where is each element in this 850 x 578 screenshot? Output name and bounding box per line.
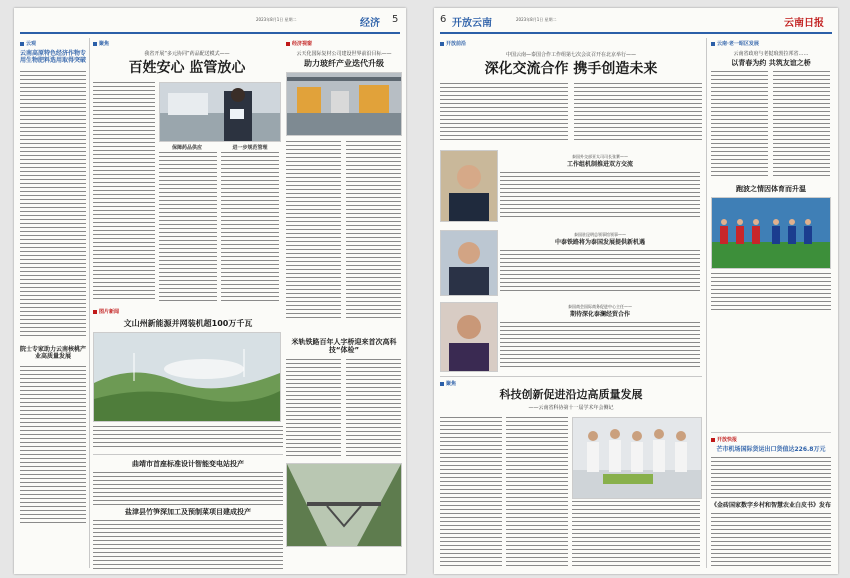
kicker-marker-icon <box>711 438 715 442</box>
news-column-2 <box>93 40 281 302</box>
news-column-3b <box>286 338 402 547</box>
interview-headline[interactable]: 工作组机制推进双方交流 <box>566 161 633 168</box>
article-body <box>346 359 401 459</box>
page-number: 5 <box>392 14 399 25</box>
article-body <box>506 417 568 567</box>
section-divider <box>93 454 283 455</box>
portrait-photo <box>440 230 498 296</box>
article-body <box>711 513 831 567</box>
kicker-marker-icon <box>20 42 24 46</box>
side-column <box>711 40 831 313</box>
bridge-photo <box>286 463 402 547</box>
kicker: 聚焦 <box>99 41 110 47</box>
article-deck: 我省开展“多元协同”药品配送模式—— <box>144 51 230 57</box>
section-name: 经济 <box>360 18 380 29</box>
football-team-photo <box>711 197 831 269</box>
kicker: 云观 <box>26 41 37 47</box>
article-headline[interactable]: 跑波之情因体育而升温 <box>736 185 806 194</box>
kicker-marker-icon <box>711 42 715 46</box>
feature-story <box>440 380 702 567</box>
article-body <box>440 83 568 143</box>
article-body <box>286 141 341 321</box>
lab-photo <box>572 417 702 499</box>
kicker-marker-icon <box>440 382 444 386</box>
kicker-marker-icon <box>93 310 97 314</box>
article-headline[interactable]: 米轨铁路百年人字桥迎来首次高科技“体检” <box>291 338 397 355</box>
article-body <box>711 71 768 179</box>
masthead-date: 2023年8月1日 星期二 <box>516 17 557 22</box>
interviewee: 泰国商会国际商务促进中心主任—— <box>568 304 632 309</box>
article-body <box>711 457 831 499</box>
section-name: 开放云南 <box>452 18 492 29</box>
photo-caption <box>93 426 283 448</box>
article-body <box>500 322 700 370</box>
article-headline[interactable]: 文山州新能源并网装机超100万千瓦 <box>123 319 253 328</box>
interviewee: 泰国外交部亚太司司长张赛—— <box>572 154 628 159</box>
article-headline[interactable]: 盐津县竹笋深加工及预制菜项目建成投产 <box>125 508 251 516</box>
article-headline[interactable]: 院士专家助力云南核桃产业高质量发展 <box>20 345 87 360</box>
article-body <box>572 501 700 567</box>
brief-headline[interactable]: 《金砖国家数字乡村和智慧农业白皮书》发布 <box>711 501 832 509</box>
interviewee: 泰国驻昆明总领事馆领事—— <box>574 232 626 237</box>
article-body <box>574 83 702 143</box>
factory-photo <box>286 72 402 136</box>
kicker-marker-icon <box>93 42 97 46</box>
newspaper-logo: 云南日报 <box>784 18 824 29</box>
kicker-marker-icon <box>440 42 444 46</box>
article-headline[interactable]: 云南高原特色经济作物专用生物肥料选用取得突破 <box>20 50 87 64</box>
article-subhead: 进一步规范管理 <box>232 145 268 152</box>
newspaper-page-economy <box>14 8 406 574</box>
article-body <box>93 472 283 508</box>
kicker-marker-icon <box>286 42 290 46</box>
article-subhead: 保障药品供应 <box>171 145 202 152</box>
article-headline[interactable]: 深化交流合作 携手创造未来 <box>484 61 658 77</box>
portrait-photo <box>440 302 498 372</box>
newspaper-page-open-yunnan <box>434 8 838 574</box>
masthead <box>440 14 832 34</box>
kicker: 开放快报 <box>717 437 738 443</box>
kicker: 云南·老一昭区发展 <box>717 41 759 47</box>
column-divider <box>89 38 90 568</box>
article-headline[interactable]: 助力玻纤产业迭代升级 <box>304 59 384 68</box>
article-body <box>500 172 700 220</box>
photo-story <box>93 308 283 448</box>
article-body <box>773 71 830 179</box>
article-body <box>440 417 502 567</box>
interview-headline[interactable]: 期待深化泰澜经贸合作 <box>569 311 630 318</box>
section-divider <box>711 432 831 433</box>
bottom-story-1 <box>93 460 283 508</box>
article-deck: 云南省政府与老挝琅勃拉邦省…… <box>733 51 809 57</box>
kicker: 聚焦 <box>446 381 457 387</box>
article-body <box>500 250 700 294</box>
kicker: 图片新闻 <box>99 309 120 315</box>
bottom-story-2 <box>93 508 283 570</box>
article-body <box>346 141 401 321</box>
kicker: 开放前沿 <box>446 41 467 47</box>
article-body <box>159 152 217 302</box>
article-body <box>286 359 341 459</box>
article-subhead: ——云南省科协第十一届学术年会侧记 <box>528 404 614 411</box>
article-headline[interactable]: 曲靖市首座标准设计智能变电站投产 <box>132 460 244 468</box>
article-body <box>20 366 86 526</box>
article-body <box>20 71 86 339</box>
masthead <box>20 14 400 34</box>
article-headline[interactable]: 科技创新促进沿边高质量发展 <box>499 388 643 401</box>
article-deck: 云天化国际复材公司建设世界前沿目标—— <box>296 51 392 57</box>
news-briefs <box>711 436 831 567</box>
news-column-1 <box>20 40 86 526</box>
interview-headline[interactable]: 中泰铁路将为泰国发展提供新机遇 <box>554 239 645 246</box>
kicker: 经济视窗 <box>292 41 313 47</box>
masthead-date: 2023年8月1日 星期二 <box>256 17 297 22</box>
article-headline[interactable]: 百姓安心 监管放心 <box>128 60 246 76</box>
article-body <box>93 82 155 302</box>
news-column-3 <box>286 40 402 321</box>
article-deck: 中国云南—泰国合作工作组第七次会议召开在北京举行—— <box>505 52 636 58</box>
article-body <box>93 520 283 570</box>
portrait-photo <box>440 150 498 222</box>
article-body <box>711 273 831 313</box>
article-photo <box>159 82 281 142</box>
section-divider <box>440 376 702 377</box>
wind-farm-photo <box>93 332 281 422</box>
page-number: 6 <box>440 14 447 25</box>
column-divider <box>706 38 707 568</box>
brief-headline[interactable]: 芒市机场国际货运出口货值达226.8万元 <box>716 446 826 453</box>
lead-story <box>440 40 702 143</box>
article-headline[interactable]: 以青春为约 共筑友谊之桥 <box>731 59 811 67</box>
article-body <box>221 152 279 302</box>
